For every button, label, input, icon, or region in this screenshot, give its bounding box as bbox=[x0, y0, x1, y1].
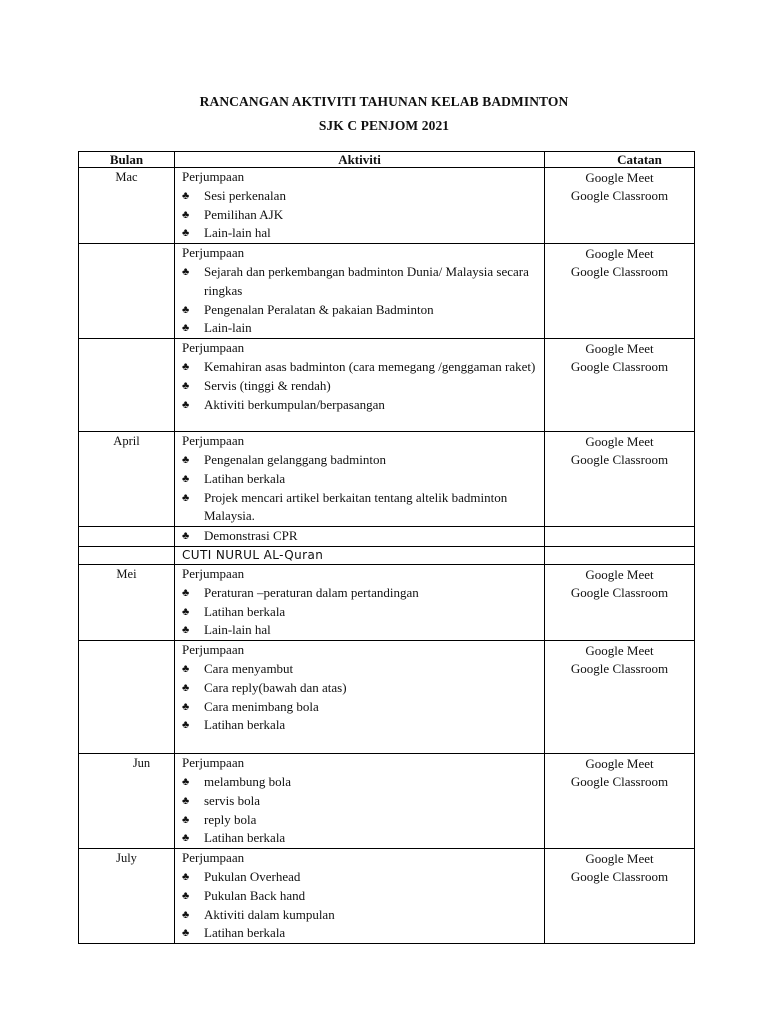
month-label: April bbox=[113, 434, 140, 449]
activity-item-text: Sesi perkenalan bbox=[204, 187, 286, 203]
header-month: Bulan bbox=[79, 152, 175, 168]
club-bullet-icon: ♣ bbox=[182, 832, 190, 845]
month-cell bbox=[79, 564, 175, 640]
club-bullet-icon: ♣ bbox=[182, 453, 190, 466]
activity-item-text: Pengenalan Peralatan & pakaian Badminton bbox=[204, 301, 434, 317]
note-google-meet: Google Meet bbox=[585, 341, 654, 357]
activity-item-text: reply bola bbox=[204, 811, 257, 827]
activity-item-text: Sejarah dan perkembangan badminton Dunia/ Malaysia secara ringkas bbox=[204, 263, 529, 298]
note-google-meet: Google Meet bbox=[585, 170, 654, 185]
table-row bbox=[79, 849, 695, 944]
activity-item bbox=[182, 224, 538, 243]
activity-item-text: Latihan berkala bbox=[204, 603, 286, 619]
club-bullet-icon: ♣ bbox=[182, 870, 190, 883]
activity-cell bbox=[175, 754, 545, 849]
notes-cell bbox=[545, 168, 695, 244]
note-google-classroom: Google Classroom bbox=[570, 359, 669, 375]
activity-item bbox=[182, 584, 538, 603]
table-row bbox=[79, 432, 695, 527]
activity-cell bbox=[175, 244, 545, 339]
activity-item bbox=[182, 319, 538, 338]
club-bullet-icon: ♣ bbox=[182, 719, 190, 732]
notes-cell bbox=[545, 641, 695, 754]
activity-item bbox=[182, 811, 538, 830]
activity-item-text: Lain-lain hal bbox=[204, 622, 271, 638]
month-label: July bbox=[116, 851, 137, 866]
note-google-meet: Google Meet bbox=[585, 434, 654, 450]
activity-heading: Perjumpaan bbox=[182, 340, 245, 356]
activity-item-text: Servis (tinggi & rendah) bbox=[204, 377, 331, 393]
month-cell bbox=[79, 641, 175, 754]
activity-cell bbox=[175, 546, 545, 564]
club-bullet-icon: ♣ bbox=[182, 398, 190, 411]
activity-cell bbox=[175, 432, 545, 527]
month-cell bbox=[79, 168, 175, 244]
club-bullet-icon: ♣ bbox=[182, 794, 190, 807]
activity-heading: Perjumpaan bbox=[182, 850, 245, 866]
activity-cell bbox=[175, 641, 545, 754]
activity-item-text: melambung bola bbox=[204, 773, 292, 789]
activity-item-text: Lain-lain hal bbox=[204, 225, 271, 241]
club-bullet-icon: ♣ bbox=[182, 472, 190, 485]
month-label: Mei bbox=[116, 566, 137, 581]
activity-item bbox=[182, 470, 538, 489]
activity-item bbox=[182, 829, 538, 848]
notes-cell bbox=[545, 754, 695, 849]
activity-item bbox=[182, 301, 538, 320]
activity-item-text: Pukulan Back hand bbox=[204, 887, 306, 903]
document-subtitle: SJK C PENJOM 2021 bbox=[318, 118, 450, 133]
activity-heading: Perjumpaan bbox=[182, 169, 245, 184]
table-row bbox=[79, 754, 695, 849]
note-google-meet: Google Meet bbox=[585, 566, 654, 582]
note-google-classroom: Google Classroom bbox=[570, 584, 669, 600]
header-activity: Aktiviti bbox=[175, 152, 545, 168]
activity-cell bbox=[175, 339, 545, 432]
club-bullet-icon: ♣ bbox=[182, 700, 190, 713]
activity-heading: Perjumpaan bbox=[182, 565, 245, 581]
table-header-row bbox=[79, 152, 695, 168]
club-bullet-icon: ♣ bbox=[182, 681, 190, 694]
month-cell bbox=[79, 244, 175, 339]
activity-cell bbox=[175, 849, 545, 944]
activity-item-text: Lain-lain bbox=[204, 320, 252, 336]
club-bullet-icon: ♣ bbox=[182, 227, 190, 240]
table-row bbox=[79, 641, 695, 754]
activity-item bbox=[182, 698, 538, 717]
activity-item bbox=[182, 377, 538, 396]
note-google-classroom: Google Classroom bbox=[570, 188, 669, 203]
activity-item bbox=[182, 679, 538, 698]
note-google-meet: Google Meet bbox=[585, 851, 654, 867]
notes-cell bbox=[545, 849, 695, 944]
notes-cell bbox=[545, 244, 695, 339]
activity-heading: Perjumpaan bbox=[182, 433, 245, 449]
note-google-meet: Google Meet bbox=[585, 643, 654, 659]
club-bullet-icon: ♣ bbox=[182, 379, 190, 392]
activity-table bbox=[78, 151, 695, 944]
notes-cell bbox=[545, 546, 695, 564]
notes-cell bbox=[545, 339, 695, 432]
table-row bbox=[79, 244, 695, 339]
club-bullet-icon: ♣ bbox=[182, 927, 190, 940]
month-cell bbox=[79, 754, 175, 849]
activity-item-text: Peraturan –peraturan dalam pertandingan bbox=[204, 584, 419, 600]
club-bullet-icon: ♣ bbox=[182, 189, 190, 202]
activity-item-text: Latihan berkala bbox=[204, 470, 286, 486]
notes-cell bbox=[545, 527, 695, 547]
header-notes: Catatan bbox=[545, 152, 695, 168]
club-bullet-icon: ♣ bbox=[182, 265, 190, 278]
table-row bbox=[79, 564, 695, 640]
note-google-classroom: Google Classroom bbox=[570, 774, 669, 790]
activity-item-text: Cara menyambut bbox=[204, 660, 294, 676]
activity-item-text: Latihan berkala bbox=[204, 717, 286, 733]
activity-cell bbox=[175, 564, 545, 640]
club-bullet-icon: ♣ bbox=[182, 624, 190, 637]
note-google-classroom: Google Classroom bbox=[570, 452, 669, 468]
activity-item bbox=[182, 792, 538, 811]
month-cell bbox=[79, 339, 175, 432]
activity-item bbox=[182, 716, 538, 735]
note-google-classroom: Google Classroom bbox=[570, 869, 669, 885]
note-google-classroom: Google Classroom bbox=[570, 661, 669, 677]
month-cell bbox=[79, 527, 175, 547]
club-bullet-icon: ♣ bbox=[182, 889, 190, 902]
activity-item-text: Cara menimbang bola bbox=[204, 698, 319, 714]
activity-item bbox=[182, 263, 538, 301]
club-bullet-icon: ♣ bbox=[182, 605, 190, 618]
table-row bbox=[79, 527, 695, 547]
activity-item-text: Pemilihan AJK bbox=[204, 206, 284, 222]
table-row bbox=[79, 546, 695, 564]
activity-item bbox=[182, 187, 538, 206]
holiday-label: CUTI NURUL AL-Quran bbox=[182, 547, 324, 562]
activity-item-text: servis bola bbox=[204, 792, 260, 808]
note-google-classroom: Google Classroom bbox=[570, 264, 669, 280]
activity-item bbox=[182, 906, 538, 925]
club-bullet-icon: ♣ bbox=[182, 586, 190, 599]
activity-item bbox=[182, 660, 538, 679]
document-title: RANCANGAN AKTIVITI TAHUNAN KELAB BADMINTON bbox=[199, 94, 569, 109]
table-row bbox=[79, 339, 695, 432]
activity-item bbox=[182, 887, 538, 906]
month-cell bbox=[79, 432, 175, 527]
notes-cell bbox=[545, 564, 695, 640]
club-bullet-icon: ♣ bbox=[182, 662, 190, 675]
activity-heading: Perjumpaan bbox=[182, 642, 245, 658]
activity-item-text: Demonstrasi CPR bbox=[204, 528, 298, 544]
club-bullet-icon: ♣ bbox=[182, 322, 190, 335]
activity-item bbox=[182, 621, 538, 640]
club-bullet-icon: ♣ bbox=[182, 530, 190, 543]
activity-item-text: Pukulan Overhead bbox=[204, 868, 301, 884]
month-label: Jun bbox=[132, 756, 151, 771]
activity-item bbox=[182, 451, 538, 470]
activity-heading: Perjumpaan bbox=[182, 245, 245, 261]
activity-item bbox=[182, 603, 538, 622]
activity-item bbox=[182, 358, 538, 377]
notes-cell bbox=[545, 432, 695, 527]
month-label: Mac bbox=[115, 170, 138, 184]
activity-item-text: Cara reply(bawah dan atas) bbox=[204, 679, 347, 695]
table-row bbox=[79, 168, 695, 244]
activity-heading: Perjumpaan bbox=[182, 755, 245, 771]
club-bullet-icon: ♣ bbox=[182, 491, 190, 504]
activity-item bbox=[182, 868, 538, 887]
activity-item-text: Latihan berkala bbox=[204, 830, 286, 846]
activity-item bbox=[182, 924, 538, 943]
activity-item bbox=[182, 773, 538, 792]
activity-item bbox=[182, 396, 538, 415]
month-cell bbox=[79, 849, 175, 944]
activity-item-text: Latihan berkala bbox=[204, 925, 286, 941]
note-google-meet: Google Meet bbox=[585, 756, 654, 772]
activity-item-text: Aktiviti berkumpulan/berpasangan bbox=[204, 396, 385, 412]
activity-cell bbox=[175, 527, 545, 547]
activity-cell bbox=[175, 168, 545, 244]
activity-item-text: Aktiviti dalam kumpulan bbox=[204, 906, 335, 922]
activity-item bbox=[182, 206, 538, 225]
activity-item-text: Pengenalan gelanggang badminton bbox=[204, 451, 386, 467]
activity-item-text: Kemahiran asas badminton (cara memegang /genggaman raket) bbox=[204, 358, 536, 374]
activity-item bbox=[182, 527, 538, 546]
club-bullet-icon: ♣ bbox=[182, 303, 190, 316]
club-bullet-icon: ♣ bbox=[182, 775, 190, 788]
note-google-meet: Google Meet bbox=[585, 246, 654, 262]
club-bullet-icon: ♣ bbox=[182, 360, 190, 373]
club-bullet-icon: ♣ bbox=[182, 208, 190, 221]
activity-item-text: Projek mencari artikel berkaitan tentang altelik badminton Malaysia. bbox=[204, 489, 508, 524]
club-bullet-icon: ♣ bbox=[182, 908, 190, 921]
month-cell bbox=[79, 546, 175, 564]
club-bullet-icon: ♣ bbox=[182, 813, 190, 826]
activity-item bbox=[182, 489, 538, 527]
